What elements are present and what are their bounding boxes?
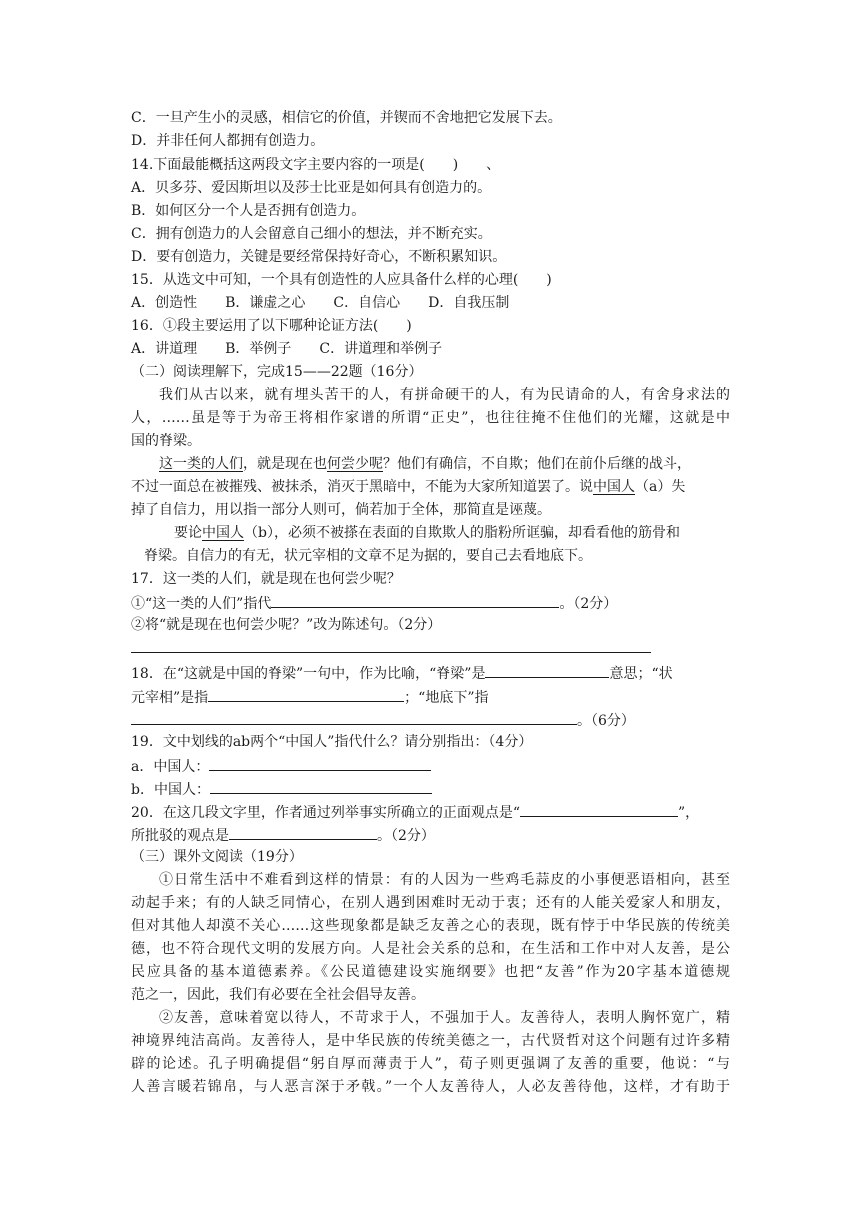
q17-part2: ②将“就是现在也何尝少呢？”改为陈述句。（2分） (131, 617, 442, 633)
essay-p1-line2: 动起手来；有的人缺乏同情心，在别人遇到困难时无动于衷；还有的人能关爱家人和朋友， (131, 895, 730, 911)
q15-stem: 15．从选文中可知，一个具有创造性的人应具备什么样的心理( ) (131, 272, 552, 288)
essay-p2-line4: 人善言暖若锦帛，与人恶言深于矛戟。”一个人友善待人，人必友善待他，这样，才有助于 (131, 1079, 730, 1095)
q17-answer-line-2[interactable] (131, 652, 651, 653)
essay-p1-line5: 民应具备的基本道德素养。《公民道德建设实施纲要》也把“友善”作为20字基本道德规 (131, 964, 730, 980)
essay-p1-line1: ①日常生活中不难看到这样的情景：有的人因为一些鸡毛蒜皮的小事便恶语相向，甚至 (159, 872, 730, 888)
q18-blank-underground[interactable] (131, 709, 577, 725)
q18-line3: 。（6分） (131, 709, 635, 731)
q17-part1: ①“这一类的人们”指代 。（2分） (131, 592, 617, 614)
q14-option-d: D．要有创造力，关键是要经常保持好奇心，不断积累知识。 (131, 249, 507, 265)
q20-line1: 20．在这几段文字里，作者通过列举事实所确立的正面观点是“ ”， (131, 801, 699, 823)
essay-p2-line3: 辟的论述。孔子明确提倡“躬自厚而薄责于人”，荀子则更强调了友善的重要，他说：“与 (131, 1056, 730, 1072)
q14-stem: 14.下面最能概括这两段文字主要内容的一项是( ) 、 (131, 157, 501, 173)
q16-options: A．讲道理 B．举例子 C．讲道理和举例子 (131, 341, 443, 357)
underlined-chinese-a: 中国人 (593, 479, 635, 495)
passage-p2-line3: 掉了自信力，用以指一部分人则可，倘若加于全体，那简直是诬蔑。 (131, 502, 551, 518)
q18-blank-spine[interactable] (485, 662, 609, 678)
q19-stem: 19．文中划线的ab两个“中国人”指代什么？请分别指出：（4分） (131, 734, 533, 750)
q20-blank-positive-view[interactable] (520, 801, 678, 817)
essay-p2-line1: ②友善，意味着宽以待人，不苛求于人，不强加于人。友善待人，表明人胸怀宽广，精 (159, 1010, 730, 1026)
q18-line1: 18．在“这就是中国的脊梁”一句中，作为比喻，“脊梁”是 意思；“状 (131, 662, 673, 684)
q19-part-b: b．中国人： (131, 778, 432, 800)
q19-blank-a[interactable] (209, 755, 431, 771)
q15-options: A．创造性 B．谦虚之心 C．自信心 D．自我压制 (131, 295, 510, 311)
q17-answer-blank-1[interactable] (271, 592, 559, 608)
q13-option-d: D．并非任何人都拥有创造力。 (131, 133, 325, 149)
passage-p1-line2: 人，……虽是等于为帝王将相作家谱的所谓“正史”，也往往掩不住他们的光耀，这就是中 (131, 410, 730, 426)
q13-option-c: C．一旦产生小的灵感，相信它的价值，并锲而不舍地把它发展下去。 (131, 110, 562, 126)
passage-p3-line1: 要论中国人（b），必须不被搽在表面的自欺欺人的脂粉所诓骗，却看看他的筋骨和 (174, 525, 680, 541)
essay-p1-line4: 德，也不符合现代文明的发展方向。人是社会关系的总和，在生活和工作中对人友善，是公 (131, 941, 730, 957)
essay-p1-line3: 但对其他人却漠不关心……这些现象都是缺乏友善之心的表现，既有悖于中华民族的传统美 (131, 918, 730, 934)
passage-p2-line1: 这一类的人们，就是现在也何尝少呢？他们有确信，不自欺；他们在前仆后继的战斗， (159, 456, 691, 472)
passage-p3-line2: 脊梁。自信力的有无，状元宰相的文章不足为据的，要自己去看地底下。 (144, 548, 592, 564)
essay-p1-line6: 范之一，因此，我们有必要在全社会倡导友善。 (131, 987, 425, 1003)
q14-option-c: C．拥有创造力的人会留意自己细小的想法，并不断充实。 (131, 226, 492, 242)
q18-blank-zhuangyuan[interactable] (208, 686, 404, 702)
underlined-phrase-these-people: 这一类的人们 (159, 456, 243, 472)
q19-part-a: a．中国人： (131, 755, 431, 777)
section-3-heading: （三）课外文阅读（19分） (131, 849, 303, 865)
q14-option-a: A．贝多芬、爱因斯坦以及莎士比亚是如何具有创造力的。 (131, 180, 492, 196)
underlined-chinese-b: 中国人 (202, 525, 244, 541)
q16-stem: 16．①段主要运用了以下哪种论证方法( ) (131, 318, 412, 334)
q14-option-b: B．如何区分一个人是否拥有创造力。 (131, 203, 366, 219)
passage-p1-line1: 我们从古以来，就有埋头苦干的人，有拼命硬干的人，有为民请命的人，有舍身求法的 (159, 387, 730, 403)
underlined-phrase-hechang: 何尝少呢 (327, 456, 383, 472)
q20-line2: 所批驳的观点是 。（2分） (131, 824, 435, 846)
section-2-heading: （二）阅读理解下，完成15——22题（16分） (131, 364, 423, 380)
essay-p2-line2: 神境界纯洁高尚。友善待人，是中华民族的传统美德之一，古代贤哲对这个问题有过许多精 (131, 1033, 730, 1049)
q19-blank-b[interactable] (210, 778, 432, 794)
q20-blank-refuted-view[interactable] (229, 824, 377, 840)
q17-stem: 17．这一类的人们，就是现在也何尝少呢？ (131, 571, 401, 587)
q18-line2: 元宰相”是指 ；“地底下”指 (131, 686, 489, 708)
passage-p2-line2: 不过一面总在被摧残、被抹杀，消灭于黑暗中，不能为大家所知道罢了。说中国人（a）失 (131, 479, 686, 495)
passage-p1-line3: 国的脊梁。 (131, 433, 201, 449)
